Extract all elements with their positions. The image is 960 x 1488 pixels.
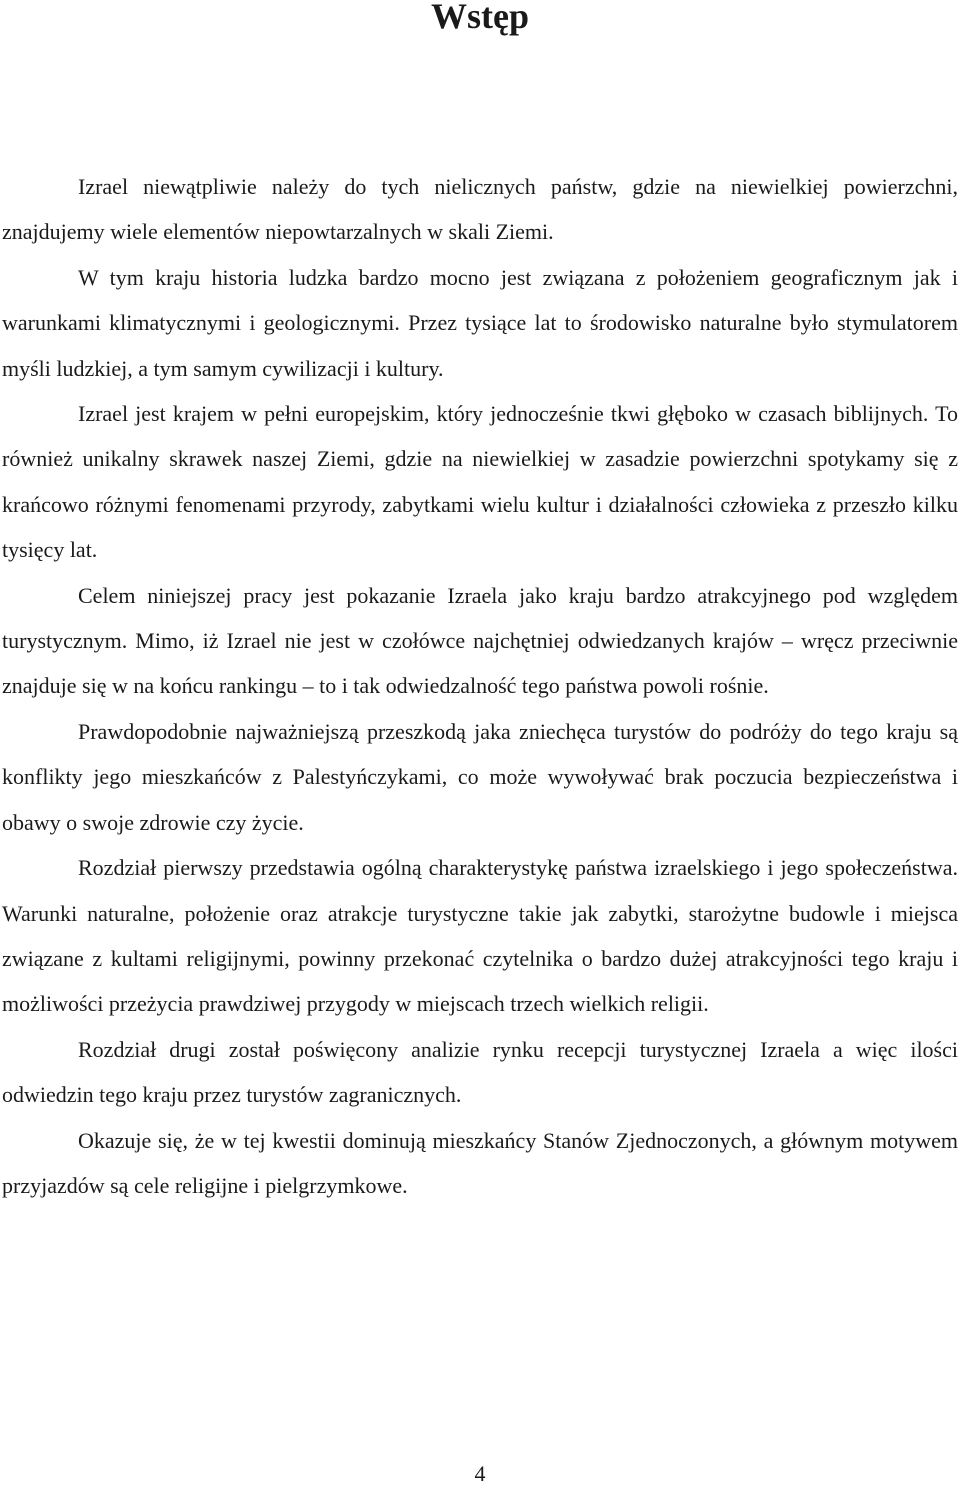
body-text <box>2 164 958 1208</box>
paragraph-3: Izrael jest krajem w pełni europejskim, który jednocześnie tkwi głęboko w czasach biblijnych. To również unikalny skrawek naszej Ziemi, gdzie na niewielkiej w zasadzie powierzchni spotykamy się z krańcowo różnymi fenomenami przyrody, zabytkami wielu kultur i działalności człowieka z przeszło kilku tysięcy lat. <box>2 401 958 563</box>
page-number: 4 <box>474 1461 486 1486</box>
paragraph-7: Rozdział drugi został poświęcony analizie rynku recepcji turystycznej Izraela a więc ilości odwiedzin tego kraju przez turystów zagranicznych. <box>2 1036 958 1108</box>
paragraph-2: W tym kraju historia ludzka bardzo mocno jest związana z położeniem geograficznym jak i warunkami klimatycznymi i geologicznymi. Przez tysiące lat to środowisko naturalne było stymulatorem myśli ludzkiej, a tym samym cywilizacji i kultury. <box>2 264 958 381</box>
paragraph-1: Izrael niewątpliwie należy do tych nielicznych państw, gdzie na niewielkiej powierzchni, znajdujemy wiele elementów niepowtarzalnych w skali Ziemi. <box>2 174 958 245</box>
paragraph-4: Celem niniejszej pracy jest pokazanie Izraela jako kraju bardzo atrakcyjnego pod względem turystycznym. Mimo, iż Izrael nie jest w czołówce najchętniej odwiedzanych krajów – wręcz przeciwnie znajduje się w na końcu rankingu – to i tak odwiedzalność tego państwa powoli rośnie. <box>2 582 958 699</box>
paragraph-8: Okazuje się, że w tej kwestii dominują mieszkańcy Stanów Zjednoczonych, a głównym motywem przyjazdów są cele religijne i pielgrzymkowe. <box>2 1127 958 1198</box>
page-title: Wstęp <box>431 0 529 36</box>
paragraph-5: Prawdopodobnie najważniejszą przeszkodą jaka zniechęca turystów do podróży do tego kraju są konflikty jego mieszkańców z Palestyńczykami, co może wywoływać brak poczucia bezpieczeństwa i obawy o swoje zdrowie czy życie. <box>2 718 958 835</box>
paragraph-6: Rozdział pierwszy przedstawia ogólną charakterystykę państwa izraelskiego i jego społeczeństwa. Warunki naturalne, położenie oraz atrakcje turystyczne takie jak zabytki, starożytne budowle i miejsca związane z kultami religijnymi, powinny przekonać czytelnika o bardzo dużej atrakcyjności tego kraju i możliwości przeżycia prawdziwej przygody w miejscach trzech wielkich religii. <box>2 855 958 1017</box>
